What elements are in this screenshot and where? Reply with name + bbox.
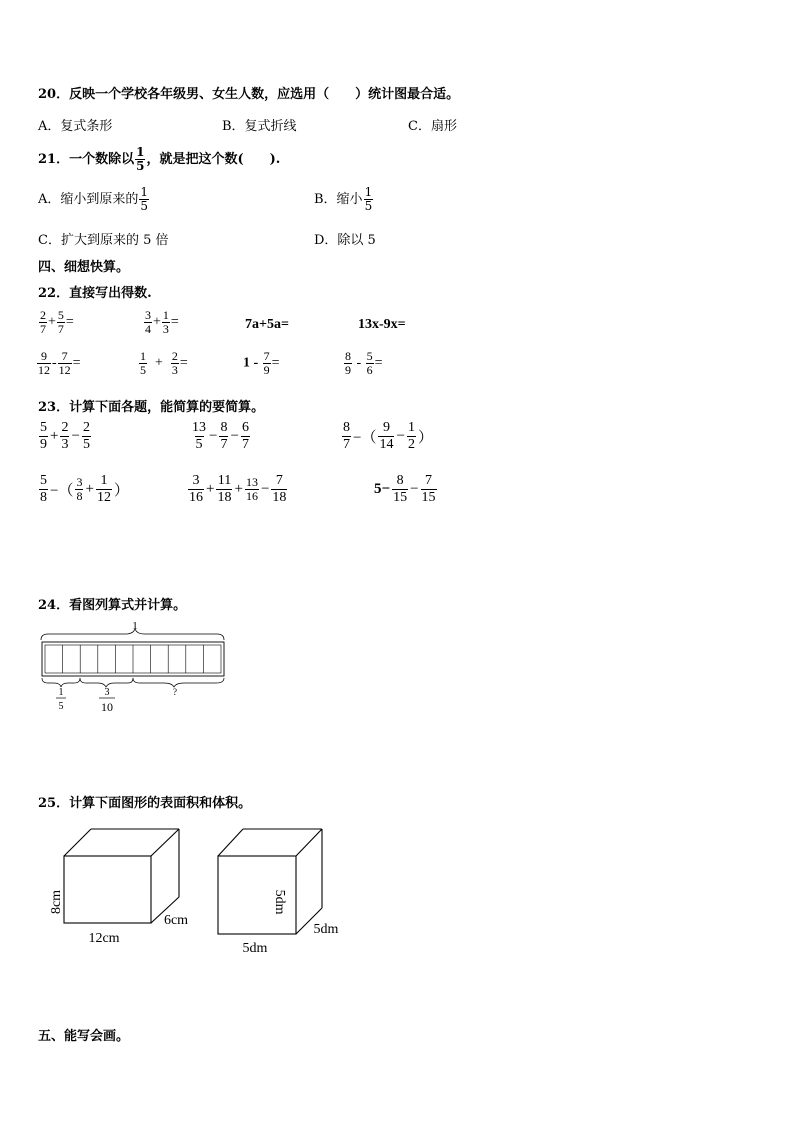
seg1-denominator: 5 bbox=[58, 701, 64, 712]
q22-expr-3: 7a+5a= bbox=[245, 317, 289, 332]
section-heading-5: 五、能写会画。 bbox=[38, 1029, 130, 1044]
q25-stem: 25．计算下面图形的表面积和体积。 bbox=[38, 796, 252, 811]
q22-expr-8: $\frac{8}{9}$ - $\frac{5}{6}$ = bbox=[345, 349, 383, 377]
q22-expr-5: $\frac{9}{12}$ - $\frac{7}{12}$ = bbox=[38, 349, 81, 377]
q21-option-a[interactable]: A．缩小到原来的 $\frac{1}{5}$ bbox=[38, 185, 149, 213]
q24-strip-diagram bbox=[36, 618, 236, 718]
q23-expr-4: $\frac{5}{8}$ −（ $\frac{3}{8}$ + $\frac{1}{12}$ ） bbox=[40, 473, 129, 505]
cube-2-height: 5dm bbox=[272, 889, 287, 915]
q21-option-d[interactable]: D．除以 5 bbox=[314, 233, 376, 248]
cuboid-1 bbox=[64, 829, 179, 923]
q23-expr-5: $\frac{3}{16}$ + $\frac{11}{18}$ + $\frac{13}{16}$ − $\frac{7}{18}$ bbox=[189, 473, 287, 505]
cube-2-width: 5dm bbox=[313, 922, 339, 937]
q23-expr-2: $\frac{13}{5}$ − $\frac{8}{7}$ − $\frac{6}{7}$ bbox=[192, 420, 249, 452]
q22-expr-2: $\frac{3}{4}$ + $\frac{1}{3}$ = bbox=[145, 308, 179, 336]
q24-stem: 24．看图列算式并计算。 bbox=[38, 598, 187, 613]
section-heading-4: 四、细想快算。 bbox=[38, 260, 130, 275]
fraction: $\frac{1}{5}$ bbox=[136, 145, 145, 173]
cube-2-length: 5dm bbox=[242, 941, 268, 956]
q21-option-c[interactable]: C．扩大到原来的 5 倍 bbox=[38, 233, 169, 248]
seg2-denominator: 10 bbox=[101, 700, 113, 714]
q20-option-a[interactable]: A．复式条形 bbox=[38, 119, 113, 134]
seg3-unknown: ? bbox=[173, 687, 177, 697]
strip-brace-2 bbox=[80, 678, 133, 687]
cuboid-1-width: 6cm bbox=[163, 913, 189, 928]
seg2-numerator: 3 bbox=[104, 687, 110, 698]
q23-stem: 23．计算下面各题，能简算的要简算。 bbox=[38, 400, 265, 415]
strip-brace-1 bbox=[42, 678, 80, 687]
q20-option-c[interactable]: C．扇形 bbox=[408, 119, 457, 134]
cuboid-1-length: 12cm bbox=[88, 931, 120, 946]
q21-option-b[interactable]: B．缩小 $\frac{1}{5}$ bbox=[314, 185, 373, 213]
q20-option-b[interactable]: B．复式折线 bbox=[222, 119, 297, 134]
strip-top-label: 1 bbox=[132, 620, 138, 632]
seg1-numerator: 1 bbox=[58, 687, 64, 698]
q20-stem: 20．反映一个学校各年级男、女生人数，应选用（ ）统计图最合适。 bbox=[38, 87, 460, 102]
q23-expr-3: $\frac{8}{7}$ −（ $\frac{9}{14}$ − $\frac{1}{2}$ ） bbox=[343, 420, 433, 452]
q23-expr-1: $\frac{5}{9}$ + $\frac{2}{3}$ − $\frac{2}{5}$ bbox=[40, 420, 90, 452]
q22-expr-7: 1 - $\frac{7}{9}$ = bbox=[243, 349, 280, 377]
q22-expr-1: $\frac{2}{7}$ + $\frac{5}{7}$ = bbox=[40, 308, 74, 336]
q23-expr-6: 5− $\frac{8}{15}$ − $\frac{7}{15}$ bbox=[374, 473, 436, 505]
q22-expr-6: $\frac{1}{5}$ + $\frac{2}{3}$ = bbox=[140, 349, 188, 377]
cuboid-1-height: 8cm bbox=[49, 889, 64, 915]
strip-brace-3 bbox=[133, 678, 224, 687]
cube-2 bbox=[218, 829, 322, 934]
q25-cuboid-figures bbox=[40, 820, 360, 960]
q22-expr-4: 13x-9x= bbox=[358, 317, 406, 332]
q21-stem: 21．一个数除以 $\frac{1}{5}$ ，就是把这个数( ). bbox=[38, 145, 281, 173]
q22-stem: 22．直接写出得数. bbox=[38, 286, 152, 301]
